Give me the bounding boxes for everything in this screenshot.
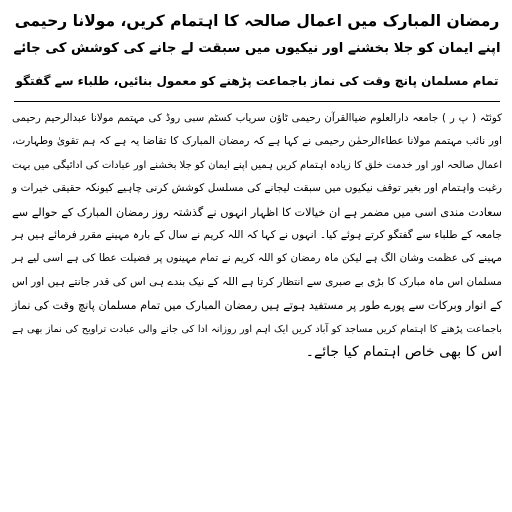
- article-line: سعادت مندی اسی میں مضمر ہے ان خیالات کا اظہار انہوں نے گذشتہ روز رمضان المبارک کے حوالے سے: [12, 205, 502, 219]
- headline-main: رمضان المبارک میں اعمال صالحہ کا اہتمام کریں، مولانا رحیمی: [14, 12, 500, 30]
- article-line: اس کا بھی خاص اہتمام کیا جائے۔: [305, 344, 502, 361]
- article-line: جامعہ کے طلباء سے گفتگو کرتے ہوئے کیا۔ انہوں نے کہا کہ اللہ کریم نے سال کے بارہ مہینے مقرر فرمائے ہیں ہر: [12, 229, 502, 242]
- article-line: رغبت واہتمام اور بغیر توقف نیکیوں میں سبقت لیجانے کی مسلسل کوشش کرنی چاہیے کیونکہ حقیقی خیرات و: [12, 182, 502, 195]
- article-line: کے انوار وبرکات سے پورے طور پر مستفید ہوتے ہیں رمضان المبارک میں تمام مسلمان پانچ وقت کی نماز: [12, 299, 502, 313]
- headline-sub-1: اپنے ایمان کو جلا بخشنے اور نیکیوں میں سبقت لے جانے کی کوشش کی جائے: [13, 41, 501, 56]
- article-body: [12, 107, 502, 364]
- headline-sub-2: تمام مسلمان پانچ وقت کی نماز باجماعت پڑھنے کو معمول بنائیں، طلباء سے گفتگو: [15, 74, 499, 88]
- article-line: مہینے کی عظمت وشان الگ ہے لیکن ماہ رمضان کو اللہ کریم نے تمام مہینوں پر فضیلت عطا کی ہے اسی لیے ہر: [12, 252, 502, 265]
- article-line: باجماعت پڑھنے کا اہتمام کریں مساجد کو آباد کریں ایک اہم اور روزانہ ادا کی جانے والی عبادت تراویح کی نماز بھی ہے: [12, 323, 502, 335]
- article-line: اعمال صالحہ اور اور خدمت خلق کا زیادہ اہتمام کریں ہمیں اپنے ایمان کو جلا بخشنے اور عبادات کی ادائیگی میں بہت: [12, 159, 502, 171]
- article-line: کوئٹہ ( پ ر ) جامعہ دارالعلوم ضیاالقرآن رحیمی ٹاؤن سریاب کسٹم سبی روڈ کی مہتمم مولانا عبدالرحیم رحیمی: [12, 112, 502, 124]
- article-line: مسلمان اس ماہ مبارک کا بڑی بے صبری سے انتظار کرتا ہے اللہ کے نیک بندے ہی اس کی قدر جانتے ہیں اور اس: [12, 275, 502, 288]
- article-line: اور نائب مہتمم مولانا عطاءالرحمٰن رحیمی نے کہا ہے کہ رمضان المبارک کا تقاضا یہ ہے کہ ہم تقویٰ وطہارت،: [12, 135, 502, 148]
- headline-divider: [14, 101, 500, 102]
